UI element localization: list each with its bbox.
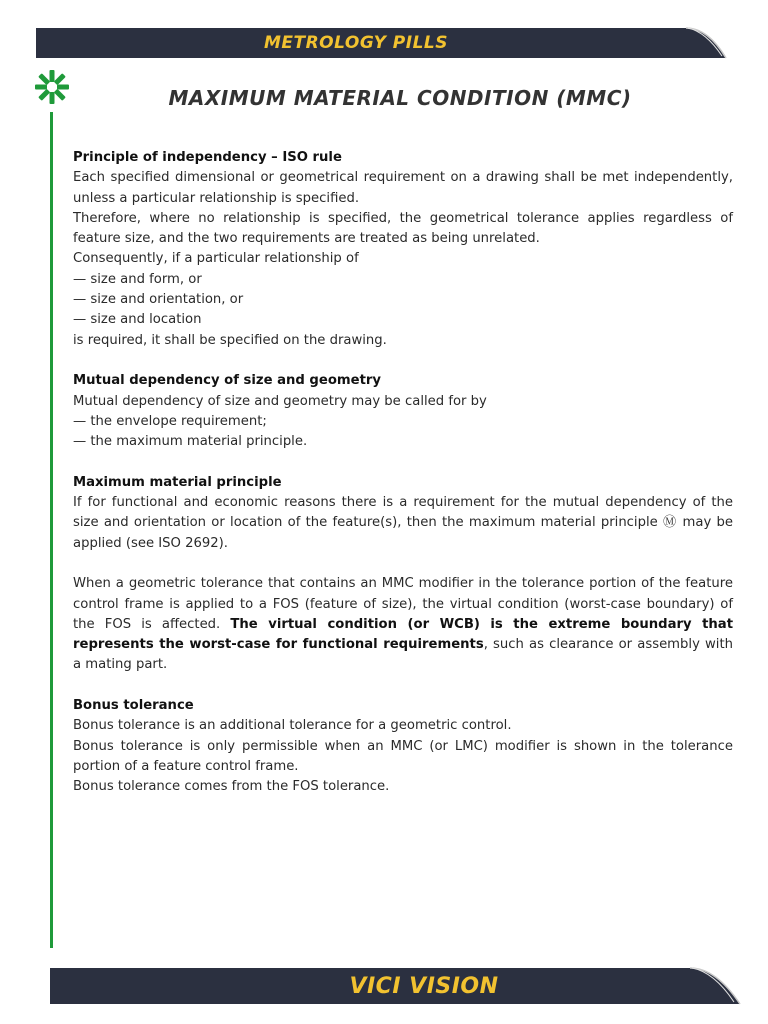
paragraph: Bonus tolerance is an additional tolerance for a geometric control.: [73, 718, 512, 734]
paragraph-text: When a geometric tolerance that contains an MMC modifier in the tolerance portion of the feature control frame is applied to a FOS (feature of size), the virtual condition (worst-case boundary) of the FOS is affected.: [73, 576, 733, 632]
asterisk-logo-icon: [34, 69, 70, 105]
paragraph: Each specified dimensional or geometrical requirement on a drawing shall be met independently, unless a particular relationship is specified.: [73, 170, 733, 206]
paragraph: Therefore, where no relationship is specified, the geometrical tolerance applies regardless of feature size, and the two requirements are treated as being unrelated.: [73, 210, 733, 247]
paragraph-text: , such as clearance or assembly with a mating part.: [73, 637, 733, 673]
document-title: MAXIMUM MATERIAL CONDITION (MMC): [168, 86, 632, 110]
paragraph: Consequently, if a particular relationship of: [73, 251, 359, 267]
section-heading-bonus: Bonus tolerance: [73, 698, 194, 714]
paragraph: is required, it shall be specified on the drawing.: [73, 332, 387, 348]
document-body: [73, 148, 733, 798]
paragraph: [73, 574, 733, 675]
header-banner: [36, 28, 676, 58]
section-heading-mutual: Mutual dependency of size and geometry: [73, 373, 381, 389]
list-item: — the maximum material principle.: [73, 434, 308, 450]
paragraph: If for functional and economic reasons there is a requirement for the mutual dependency of the size and orientation or location of the feature(s), then the maximum material principle Ⓜ may be applied (see ISO 2692).: [73, 495, 733, 551]
section-heading-maxmat: Maximum material principle: [73, 474, 282, 490]
page-curl-icon: [664, 966, 744, 1006]
section-heading-independency: Principle of independency – ISO rule: [73, 150, 342, 165]
list-item: — size and form, or: [73, 271, 202, 287]
left-accent-line: [50, 112, 53, 948]
paragraph: Mutual dependency of size and geometry may be called for by: [73, 393, 487, 409]
list-item: — the envelope requirement;: [73, 413, 267, 429]
list-item: — size and location: [73, 312, 202, 328]
paragraph: Bonus tolerance is only permissible when an MMC (or LMC) modifier is shown in the tolerance portion of a feature control frame.: [73, 738, 733, 774]
footer-brand: VICI VISION: [349, 974, 499, 999]
list-item: — size and orientation, or: [73, 292, 244, 308]
emphasis-text: The virtual condition (or WCB) is the extreme boundary that represents the worst-case for functional requirements: [73, 616, 733, 653]
header-title: METROLOGY PILLS: [263, 33, 449, 53]
page-curl-icon: [664, 26, 730, 60]
footer-banner: [50, 968, 678, 1004]
paragraph: Bonus tolerance comes from the FOS tolerance.: [73, 779, 390, 795]
